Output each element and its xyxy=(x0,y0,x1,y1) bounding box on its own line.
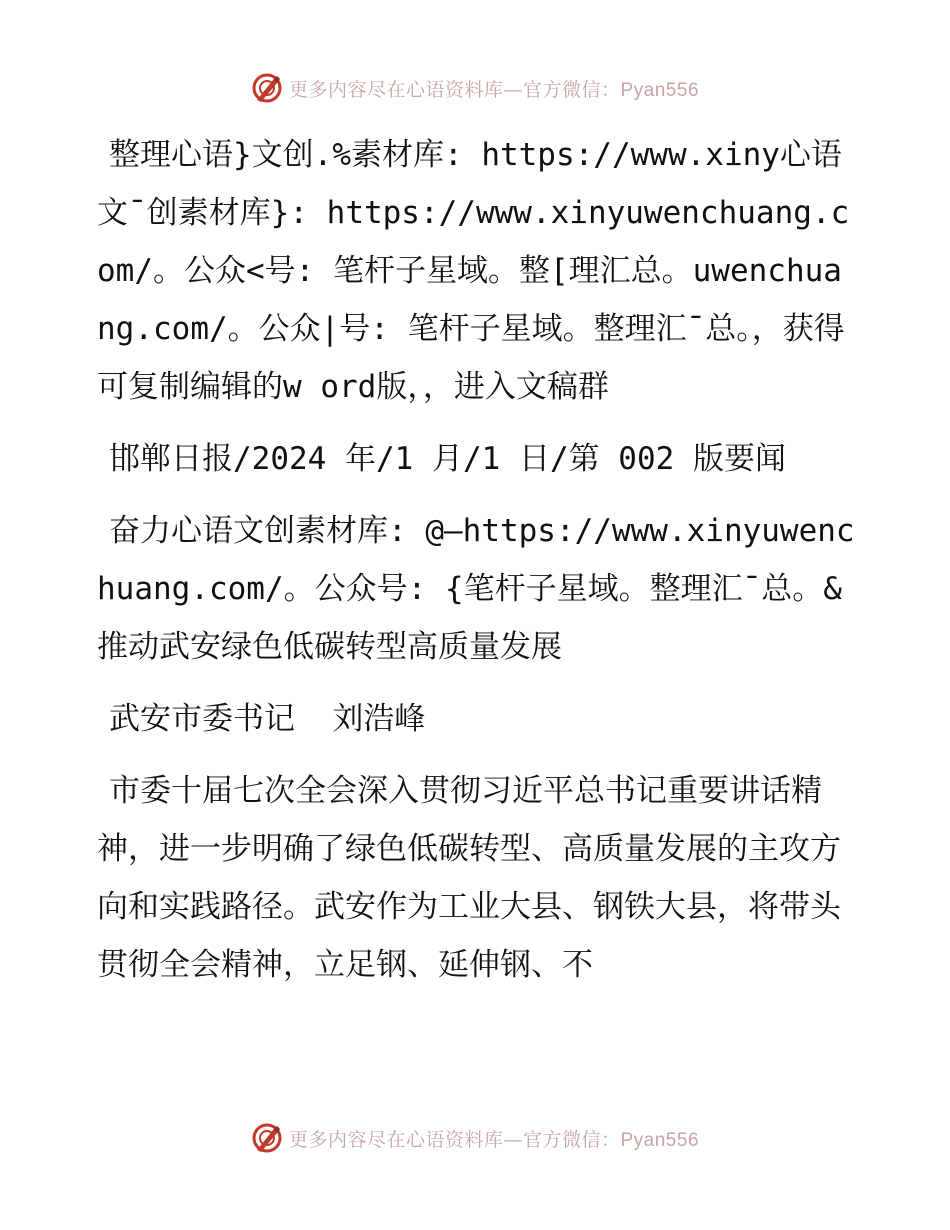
footer-banner-handle: Pyan556 xyxy=(620,1129,700,1151)
paragraph-body: 市委十届七次全会深入贯彻习近平总书记重要讲话精神，进一步明确了绿色低碳转型、高质量发展的主攻方向和实践路径。武安作为工业大县、钢铁大县，将带头贯彻全会精神，立足钢、延伸钢、不 xyxy=(97,773,841,983)
paragraph-source-notice: 整理心语}文创.%素材库: https://www.xiny心语文¯创素材库}: https://www.xinyuwenchuang.com/。公众<号: 笔杆子星域。整[理汇总。uwenchuang.com/。公众|号: 笔杆子星域。整理汇¯总。，获得可复制编辑的w ord版，，进入文稿群 xyxy=(97,137,850,405)
footer-banner-text: 更多内容尽在心语资料库—官方微信：Pyan556 xyxy=(288,1128,700,1151)
header-banner xyxy=(0,72,950,104)
paragraph-byline: 武安市委书记 刘浩峰 xyxy=(109,701,426,737)
footer-banner xyxy=(0,1122,950,1154)
document-body xyxy=(97,126,857,1008)
pen-logo-icon xyxy=(251,1122,283,1154)
pen-logo-icon xyxy=(251,72,283,104)
header-banner-handle: Pyan556 xyxy=(620,79,700,101)
paragraph-dateline: 邯郸日报/2024 年/1 月/1 日/第 002 版要闻 xyxy=(109,441,786,477)
header-banner-text: 更多内容尽在心语资料库—官方微信：Pyan556 xyxy=(288,78,700,101)
paragraph-headline: 奋力心语文创素材库: @—https://www.xinyuwenchuang.com/。公众号: {笔杆子星域。整理汇¯总。&推动武安绿色低碳转型高质量发展 xyxy=(97,513,855,665)
